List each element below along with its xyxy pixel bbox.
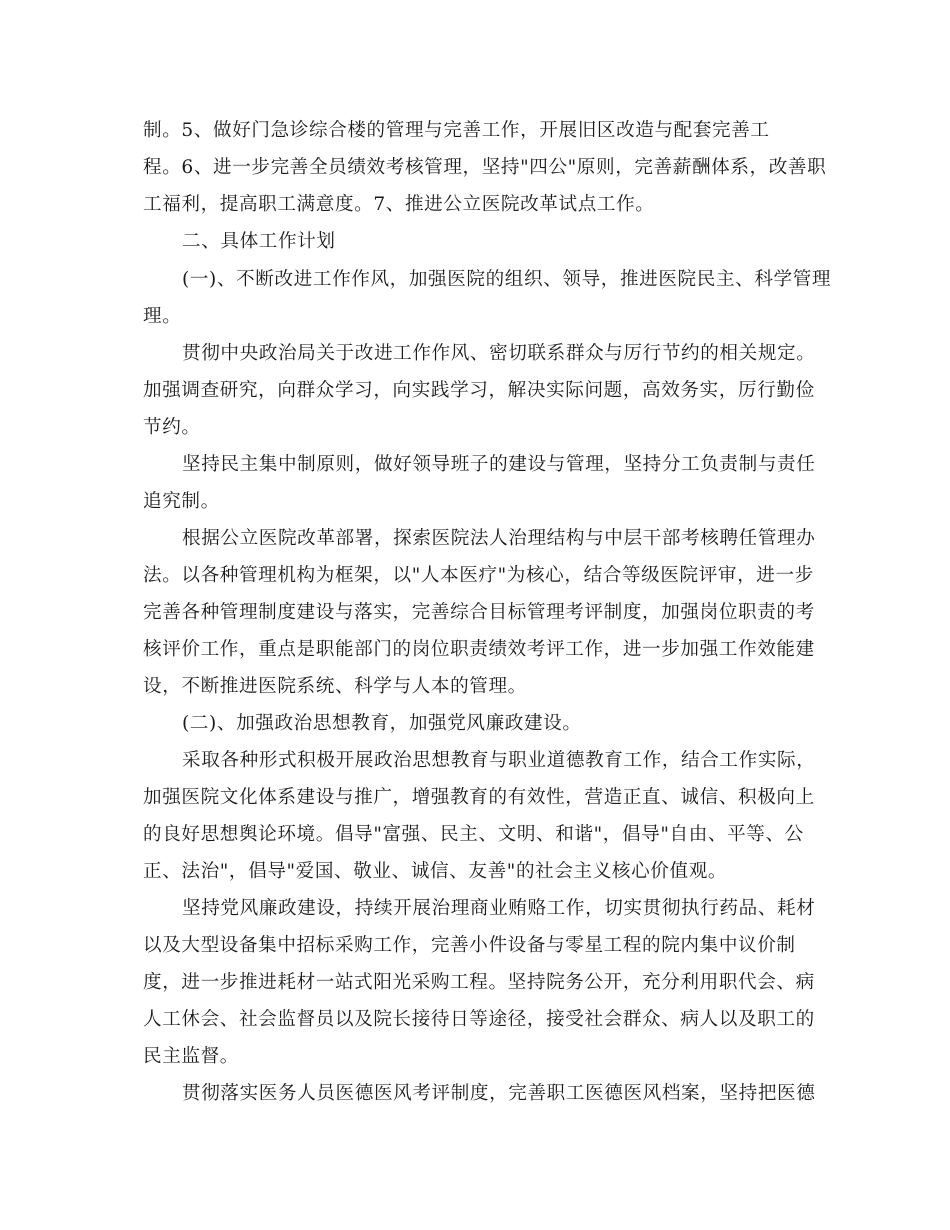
text-line: 人工休会、社会监督员以及院长接待日等途径，接受社会群众、病人以及职工的	[143, 1009, 815, 1030]
text-line: 坚持民主集中制原则，做好领导班子的建设与管理，坚持分工负责制与责任	[182, 454, 816, 475]
text-line: 度，进一步推进耗材一站式阳光采购工程。坚持院务公开，充分利用职代会、病	[143, 972, 815, 993]
text-line: 完善各种管理制度建设与落实，完善综合目标管理考评制度，加强岗位职责的考	[143, 602, 815, 623]
text-line: 加强调查研究，向群众学习，向实践学习，解决实际问题，高效务实，厉行勤俭	[143, 380, 815, 401]
text-line: 理。	[143, 306, 182, 327]
text-line: 法。以各种管理机构为框架，以"人本医疗"为核心，结合等级医院评审，进一步	[143, 565, 814, 586]
text-line: 根据公立医院改革部署，探索医院法人治理结构与中层干部考核聘任管理办	[182, 528, 816, 549]
text-line: 节约。	[143, 417, 201, 438]
text-line: 核评价工作，重点是职能部门的岗位职责绩效考评工作，进一步加强工作效能建	[143, 639, 815, 660]
text-line: 贯彻落实医务人员医德医风考评制度，完善职工医德医风档案，坚持把医德	[182, 1083, 816, 1104]
text-line: 的良好思想舆论环境。倡导"富强、民主、文明、和谐"，倡导"自由、平等、公	[143, 824, 804, 845]
text-line: 工福利，提高职工满意度。7、推进公立医院改革试点工作。	[143, 194, 655, 215]
text-line: 采取各种形式积极开展政治思想教育与职业道德教育工作，结合工作实际，	[182, 750, 816, 771]
section-heading: 二、具体工作计划	[182, 231, 336, 252]
text-line: 设，不断推进医院系统、科学与人本的管理。	[143, 676, 527, 697]
text-line: 加强医院文化体系建设与推广，增强教育的有效性，营造正直、诚信、积极向上	[143, 787, 815, 808]
subsection-heading: (一)、不断改进工作作风，加强医院的组织、领导，推进医院民主、科学管理	[182, 269, 832, 290]
subsection-heading: (二)、加强政治思想教育，加强党风廉政建设。	[182, 713, 582, 734]
text-line: 民主监督。	[143, 1046, 239, 1067]
text-line: 追究制。	[143, 491, 220, 512]
text-line: 贯彻中央政治局关于改进工作作风、密切联系群众与厉行节约的相关规定。	[182, 343, 816, 364]
text-line: 以及大型设备集中招标采购工作，完善小件设备与零星工程的院内集中议价制	[143, 935, 796, 956]
text-line: 程。6、进一步完善全员绩效考核管理，坚持"四公"原则，完善薪酬体系，改善职	[143, 157, 827, 178]
text-line: 坚持党风廉政建设，持续开展治理商业贿赂工作，切实贯彻执行药品、耗材	[182, 898, 816, 919]
text-line: 制。5、做好门急诊综合楼的管理与完善工作，开展旧区改造与配套完善工	[143, 120, 770, 141]
text-line: 正、法治"，倡导"爱国、敬业、诚信、友善"的社会主义核心价值观。	[143, 861, 728, 882]
